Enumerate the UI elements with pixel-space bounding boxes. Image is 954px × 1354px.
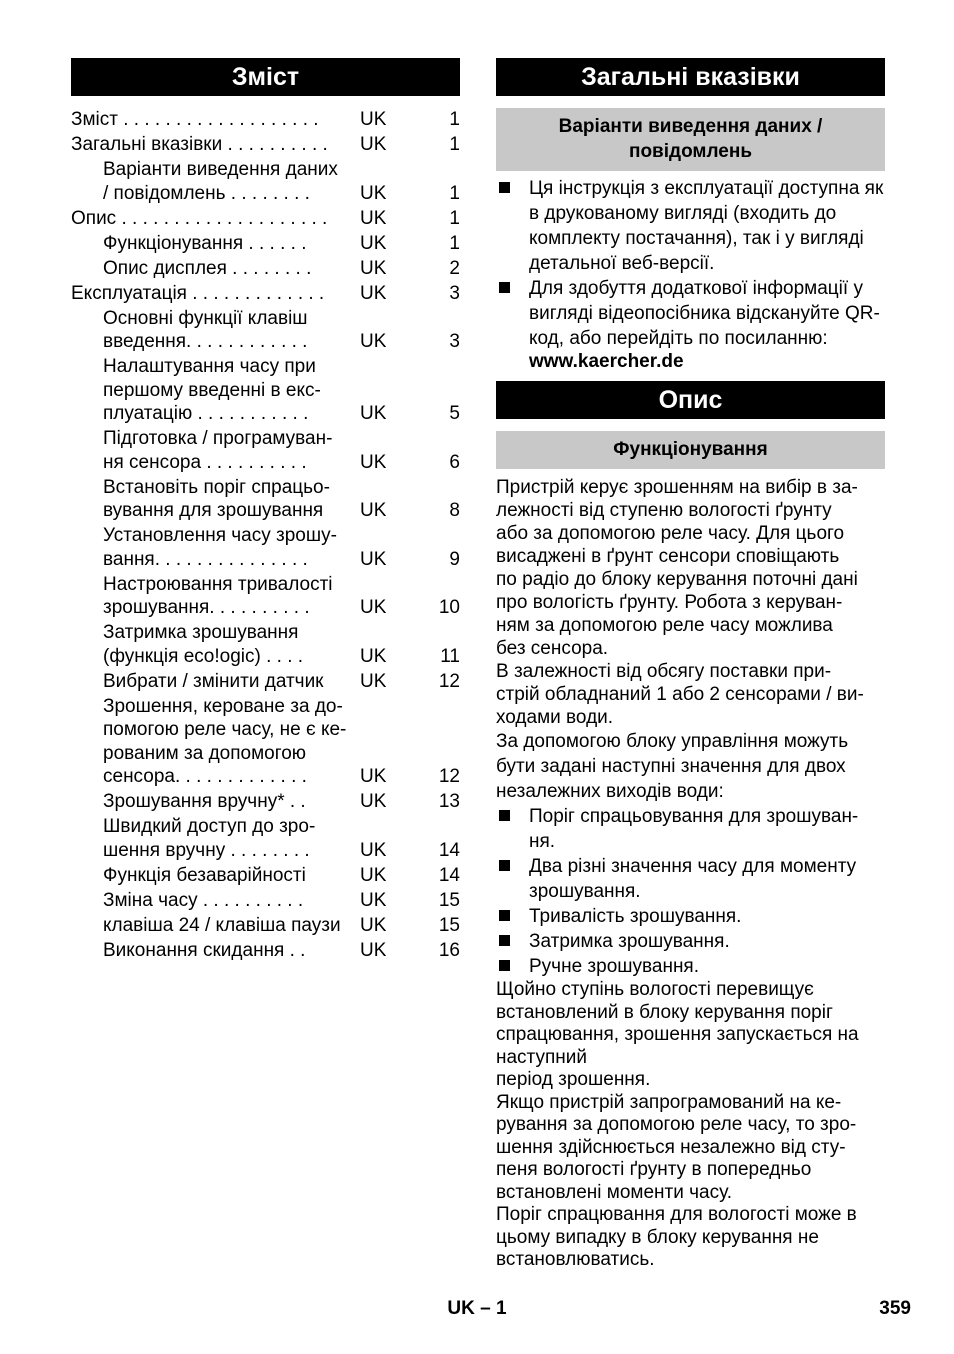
bullet-item: Для здобуття додаткової інформації у вигляді відеопосібника відскануйте QR-код, або перейдіть по посиланню:: [496, 276, 885, 351]
toc-entry-title: Налаштування часу при першому введенні в екс- плуатацію . . . . . . . . . . .: [103, 356, 321, 424]
toc-entry-language: UK: [360, 232, 387, 254]
toc-entry-title: Варіанти виведення даних / повідомлень . . . . . . . .: [103, 159, 338, 204]
toc-entry-title: Основні функції клавіш введення. . . . . . . . . . . .: [103, 307, 308, 352]
toc-entry-title: Настроювання тривалості зрошування. . . . . . . . . .: [103, 573, 333, 618]
toc-entry-language: UK: [360, 670, 387, 692]
toc-entry-page: 15: [438, 889, 460, 911]
bullet-item: Два різні значення часу для моменту зрошування.: [496, 854, 885, 904]
toc-entry-page: 11: [440, 645, 460, 667]
toc-entry-language: UK: [360, 451, 387, 473]
toc-entry-page: 3: [449, 331, 460, 352]
table-of-contents: [71, 108, 460, 962]
toc-entry-title: Підготовка / програмуван- ня сенсора . . . . . . . . . .: [103, 428, 333, 473]
toc-entry-title: Виконання скидання . .: [103, 939, 306, 961]
toc-entry[interactable]: [71, 355, 460, 426]
toc-entry-language: UK: [360, 766, 387, 787]
toc-entry-title: Затримка зрошування (функція eco!ogic) . . . .: [103, 622, 304, 667]
toc-entry-title: Зрошування вручну* . .: [103, 791, 306, 812]
toc-entry[interactable]: [71, 257, 460, 281]
toc-entry-page: 2: [449, 257, 460, 279]
toc-entry[interactable]: [71, 108, 460, 132]
toc-entry[interactable]: [71, 621, 460, 668]
toc-entry-title: Установлення часу зрошу- вання. . . . . . . . . . . . . . .: [103, 525, 337, 570]
output-variants-subheading: Варіанти виведення даних / повідомлень: [496, 108, 885, 171]
function-paragraph-1: Пристрій керує зрошенням на вибір в за- лежності від ступеню вологості ґрунту або за допомогою реле часу. Для цього висаджені в ґрунт сенсори сповіщають по радіо до блоку керування поточні дані про вологість ґрунту. Робота з керуван- ням за допомогою реле часу можлива без сенсора. В залежності від обсягу поставки при- стрій обладнаний 1 або 2 сенсорами / ви- ходами води.: [496, 477, 864, 728]
toc-entry-language: UK: [360, 548, 387, 570]
toc-entry-title: Опис дисплея . . . . . . . .: [103, 257, 312, 279]
toc-entry-language: UK: [360, 839, 387, 861]
toc-entry-title: Зміна часу . . . . . . . . . .: [103, 889, 304, 911]
settings-list: [496, 804, 885, 979]
toc-entry-page: 10: [438, 597, 460, 618]
toc-entry[interactable]: [71, 524, 460, 571]
left-column: [71, 58, 460, 964]
function-subheading: Функціонування: [496, 431, 885, 469]
toc-entry-title: Вибрати / змінити датчик: [103, 670, 324, 692]
toc-entry-language: UK: [360, 257, 387, 279]
bullet-item: Поріг спрацьовування для зрошуван- ня.: [496, 804, 885, 854]
toc-entry-title: Функціонування . . . . . .: [103, 232, 307, 254]
toc-entry-language: UK: [360, 939, 387, 961]
toc-entry[interactable]: [71, 427, 460, 474]
bullet-item: Ця інструкція з експлуатації доступна як в друкованому вигляді (входить до комплекту постачання), так і у вигляді детальної веб-версії.: [496, 176, 885, 276]
toc-entry-language: UK: [360, 597, 387, 618]
toc-entry[interactable]: [71, 695, 460, 789]
toc-entry-language: UK: [360, 331, 387, 352]
toc-entry-page: 14: [438, 864, 460, 886]
toc-entry-language: UK: [360, 282, 387, 304]
toc-entry-page: 3: [449, 282, 460, 304]
toc-entry-language: UK: [360, 645, 387, 667]
toc-entry-title: Експлуатація . . . . . . . . . . . . .: [71, 282, 325, 304]
toc-entry[interactable]: [71, 207, 460, 231]
toc-entry-title: Опис . . . . . . . . . . . . . . . . . . . .: [71, 207, 328, 229]
page-number: 359: [879, 1298, 911, 1319]
toc-entry-page: 9: [449, 548, 460, 570]
toc-entry[interactable]: [71, 670, 460, 694]
toc-entry-title: Загальні вказівки . . . . . . . . . .: [71, 134, 328, 155]
toc-entry-language: UK: [360, 500, 387, 521]
description-heading: Опис: [496, 381, 885, 419]
toc-entry-page: 14: [438, 839, 460, 861]
footer-section-label: UK – 1: [447, 1298, 507, 1319]
toc-entry-page: 13: [438, 791, 460, 812]
toc-entry-page: 12: [438, 670, 460, 692]
function-paragraph-2: За допомогою блоку управління можуть бути задані наступні значення для двох незалежних виходів води:: [496, 731, 849, 802]
toc-entry-language: UK: [360, 182, 387, 204]
general-notes-heading: Загальні вказівки: [496, 58, 885, 96]
toc-entry-page: 1: [449, 182, 460, 204]
bullet-item: Ручне зрошування.: [496, 954, 885, 979]
toc-entry-language: UK: [360, 889, 387, 911]
toc-entry-language: UK: [360, 207, 387, 229]
function-paragraph-3: Щойно ступінь вологості перевищує встановлений в блоку керування поріг спрацювання, зрошення запускається на наступний період зрошення. Якщо пристрій запрограмований на ке- рування за допомогою реле часу, то зро- шення здійснюється незалежно від сту- пеня вологості ґрунту в попередньо встановлені моменти часу. Поріг спрацювання для вологості може в цьому випадку в блоку керування не встановлюватись.: [496, 979, 859, 1270]
toc-entry-language: UK: [360, 134, 387, 155]
toc-entry-page: 8: [449, 500, 460, 521]
toc-entry-page: 16: [438, 939, 460, 961]
toc-entry-language: UK: [360, 403, 387, 424]
toc-entry-page: 1: [449, 134, 460, 155]
right-column: [496, 58, 885, 1272]
website-link[interactable]: www.kaercher.de: [529, 351, 684, 372]
bullet-item: Затримка зрошування.: [496, 929, 885, 954]
toc-entry[interactable]: [71, 573, 460, 620]
toc-entry-title: Встановіть поріг спрацьо- вування для зрошування: [103, 476, 330, 521]
toc-entry-language: UK: [360, 914, 387, 936]
toc-entry-page: 1: [449, 207, 460, 229]
toc-entry[interactable]: [71, 939, 460, 963]
toc-entry-page: 5: [449, 403, 460, 424]
bullet-item: Тривалість зрошування.: [496, 904, 885, 929]
toc-entry-title: клавіша 24 / клавіша паузи: [103, 914, 341, 936]
toc-entry-page: 1: [449, 109, 460, 130]
toc-entry-title: Функція безаварійності: [103, 864, 306, 886]
toc-entry[interactable]: [71, 133, 460, 157]
toc-entry-title: Зрошення, кероване за до- помогою реле часу, не є ке- рованим за допомогою сенсора. . . . . . . . . . . . .: [103, 695, 347, 787]
toc-entry-title: Зміст . . . . . . . . . . . . . . . . . . .: [71, 109, 319, 130]
toc-entry[interactable]: [71, 232, 460, 256]
toc-entry-page: 1: [449, 232, 460, 254]
toc-heading: Зміст: [71, 58, 460, 96]
toc-entry[interactable]: [71, 914, 460, 938]
toc-entry-page: 15: [438, 914, 460, 936]
toc-entry-language: UK: [360, 864, 387, 886]
toc-entry-page: 12: [438, 766, 460, 787]
toc-entry[interactable]: [71, 889, 460, 913]
toc-entry-title: Швидкий доступ до зро- шення вручну . . . . . . . .: [103, 816, 316, 861]
toc-entry-page: 6: [449, 451, 460, 473]
toc-entry[interactable]: [71, 158, 460, 205]
general-notes-list: [496, 176, 885, 351]
toc-entry[interactable]: [71, 282, 460, 306]
toc-entry-language: UK: [360, 791, 387, 812]
toc-entry[interactable]: [71, 307, 460, 354]
toc-entry[interactable]: [71, 476, 460, 523]
toc-entry-language: UK: [360, 109, 387, 130]
toc-entry[interactable]: [71, 864, 460, 888]
toc-entry[interactable]: [71, 790, 460, 814]
toc-entry[interactable]: [71, 815, 460, 862]
